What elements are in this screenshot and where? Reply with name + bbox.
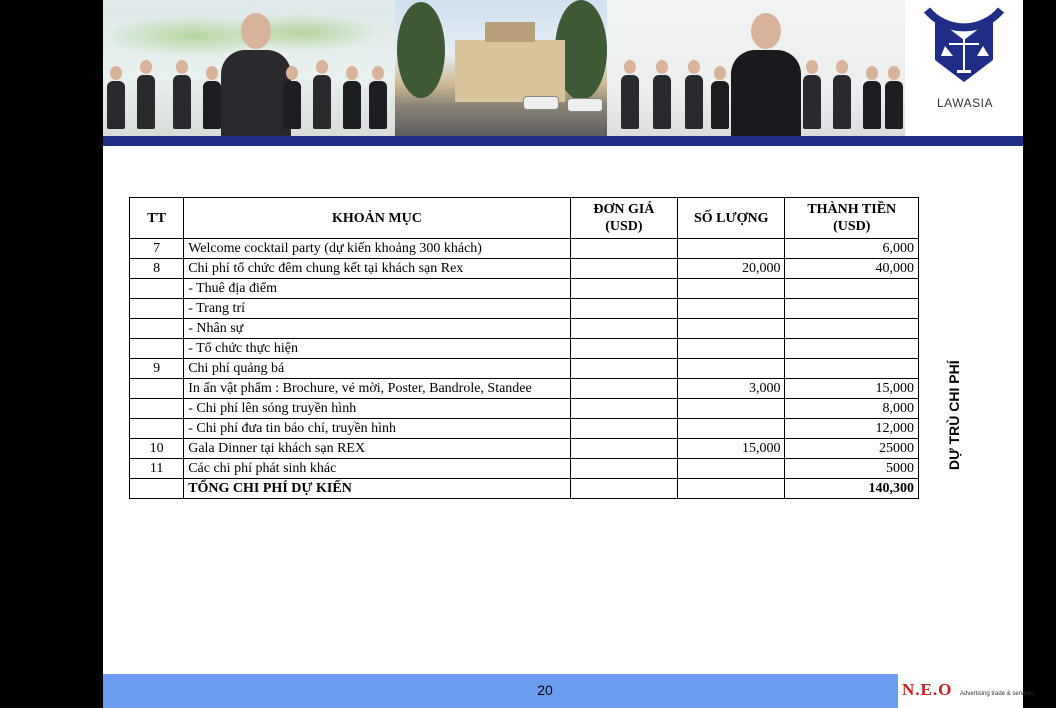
table-row	[130, 259, 919, 279]
cell-tt	[130, 319, 184, 339]
cell-qty	[678, 359, 785, 379]
header-banner	[103, 0, 1023, 136]
cell-item: - Nhân sự	[184, 319, 570, 339]
header-price: ĐƠN GIÁ (USD)	[570, 198, 677, 239]
table-body	[130, 239, 919, 499]
cell-price	[570, 419, 677, 439]
cell-item: - Chi phí lên sóng truyền hình	[184, 399, 570, 419]
cell-price	[570, 319, 677, 339]
total-row	[130, 479, 919, 499]
table-row	[130, 339, 919, 359]
table-row	[130, 399, 919, 419]
cell-qty	[678, 239, 785, 259]
cell-price	[570, 299, 677, 319]
cell-tt: 8	[130, 259, 184, 279]
business-team-photo	[607, 0, 905, 136]
university-logo	[905, 0, 1023, 136]
table-row	[130, 239, 919, 259]
cell-qty	[678, 279, 785, 299]
cell-item: - Trang trí	[184, 299, 570, 319]
cell-total	[785, 319, 919, 339]
budget-table	[129, 197, 919, 499]
total-tt	[130, 479, 184, 499]
cell-qty	[678, 299, 785, 319]
cell-qty	[678, 339, 785, 359]
total-label: TỔNG CHI PHÍ DỰ KIẾN	[184, 479, 570, 499]
lawasia-logo: LAWASIA	[937, 96, 993, 110]
table-row	[130, 319, 919, 339]
cell-item: - Tổ chức thực hiện	[184, 339, 570, 359]
cell-tt	[130, 279, 184, 299]
table-row	[130, 359, 919, 379]
cell-item: Gala Dinner tại khách sạn REX	[184, 439, 570, 459]
slide	[103, 0, 1035, 708]
cell-tt: 7	[130, 239, 184, 259]
city-building-photo	[395, 0, 607, 136]
cell-total: 12,000	[785, 419, 919, 439]
cell-price	[570, 399, 677, 419]
header-qty: SỐ LƯỢNG	[678, 198, 785, 239]
cell-tt: 9	[130, 359, 184, 379]
cell-tt	[130, 299, 184, 319]
cell-tt	[130, 399, 184, 419]
cell-tt	[130, 419, 184, 439]
cell-qty	[678, 399, 785, 419]
cell-total: 15,000	[785, 379, 919, 399]
cell-total: 8,000	[785, 399, 919, 419]
header-divider	[103, 136, 1023, 146]
cell-item: Welcome cocktail party (dự kiến khoảng 300 khách)	[184, 239, 570, 259]
table-row	[130, 299, 919, 319]
cell-price	[570, 359, 677, 379]
cell-tt	[130, 379, 184, 399]
neo-tagline: Advertising trade & services	[960, 691, 1035, 697]
cell-item: - Chi phí đưa tin báo chí, truyền hình	[184, 419, 570, 439]
table-row	[130, 439, 919, 459]
cell-price	[570, 279, 677, 299]
cell-qty	[678, 319, 785, 339]
cell-qty: 3,000	[678, 379, 785, 399]
cell-item: Các chi phí phát sinh khác	[184, 459, 570, 479]
cell-price	[570, 439, 677, 459]
header-total: THÀNH TIỀN (USD)	[785, 198, 919, 239]
cell-price	[570, 339, 677, 359]
cell-qty	[678, 419, 785, 439]
cell-tt: 10	[130, 439, 184, 459]
total-value: 140,300	[785, 479, 919, 499]
neo-brand-mark: N.E.O	[902, 680, 953, 699]
cell-total: 40,000	[785, 259, 919, 279]
cell-item: Chi phí tổ chức đêm chung kết tại khách sạn Rex	[184, 259, 570, 279]
cell-total	[785, 279, 919, 299]
scales-of-justice-icon	[905, 0, 1023, 96]
cell-price	[570, 379, 677, 399]
cell-item: - Thuê địa điểm	[184, 279, 570, 299]
cell-qty: 15,000	[678, 439, 785, 459]
cell-tt: 11	[130, 459, 184, 479]
total-qty	[678, 479, 785, 499]
cell-total: 6,000	[785, 239, 919, 259]
total-price	[570, 479, 677, 499]
cell-price	[570, 259, 677, 279]
table-row	[130, 279, 919, 299]
cell-total: 25000	[785, 439, 919, 459]
cell-qty	[678, 459, 785, 479]
footer-bar	[103, 674, 1035, 708]
cell-item: Chi phí quảng bá	[184, 359, 570, 379]
cell-qty: 20,000	[678, 259, 785, 279]
side-title: DỰ TRÙ CHI PHÍ	[946, 360, 962, 470]
neo-logo	[898, 674, 1035, 708]
cell-price	[570, 459, 677, 479]
header-tt: TT	[130, 198, 184, 239]
cell-item: In ấn vật phẩm : Brochure, vé mời, Poster, Bandrole, Standee	[184, 379, 570, 399]
cell-tt	[130, 339, 184, 359]
cell-total	[785, 299, 919, 319]
cell-price	[570, 239, 677, 259]
table-header-row	[130, 198, 919, 239]
table-row	[130, 459, 919, 479]
table-row	[130, 419, 919, 439]
header-item: KHOẢN MỤC	[184, 198, 570, 239]
table-row	[130, 379, 919, 399]
page-number: 20	[537, 682, 553, 698]
business-people-photo	[103, 0, 395, 136]
cell-total: 5000	[785, 459, 919, 479]
